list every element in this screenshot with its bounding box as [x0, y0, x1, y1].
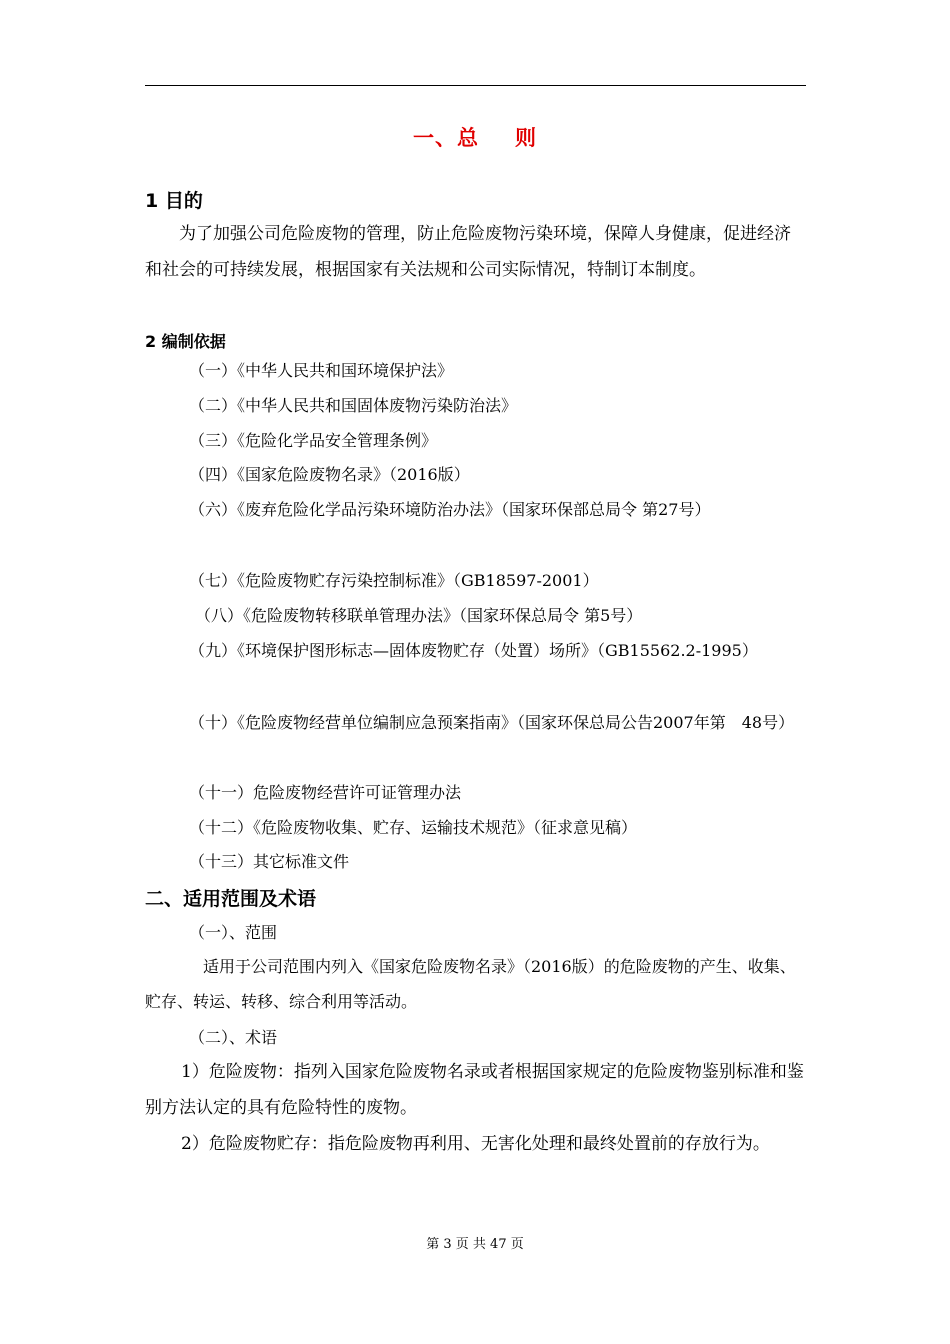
basis-item-9: （九）《环境保护图形标志—固体废物贮存（处置）场所》（GB15562.2-1995）	[189, 641, 758, 660]
basis-item-10: （十）《危险废物经营单位编制应急预案指南》（国家环保总局公告2007年第 48号）	[189, 713, 795, 732]
page-footer: 第 3 页 共 47 页	[426, 1237, 524, 1252]
section-heading-purpose: 1 目的	[145, 190, 203, 212]
header-rule	[145, 85, 806, 86]
basis-item-11: （十一）危险废物经营许可证管理办法	[189, 783, 462, 802]
basis-item-4: （四）《国家危险废物名录》（2016版）	[189, 465, 470, 484]
scope-paragraph: 适用于公司范围内列入《国家危险废物名录》（2016版）的危险废物的产生、收集、贮存、转运、转移、综合利用等活动。	[145, 957, 796, 1011]
basis-item-7: （七）《危险废物贮存污染控制标准》（GB18597-2001）	[189, 571, 599, 590]
chapter-title-part1: 一、总	[413, 126, 479, 150]
section-heading-basis: 2 编制依据	[145, 332, 226, 351]
chapter-title	[0, 122, 950, 152]
term-hazardous-waste: 1）危险废物：指列入国家危险废物名录或者根据国家规定的危险废物鉴别标准和鉴别方法认定的具有危险特性的废物。	[145, 1062, 804, 1118]
scope-label: （一）、范围	[189, 923, 278, 942]
basis-item-3: （三）《危险化学品安全管理条例》	[189, 431, 438, 450]
basis-item-1: （一）《中华人民共和国环境保护法》	[189, 361, 454, 380]
term-hazardous-waste-storage: 2）危险废物贮存：指危险废物再利用、无害化处理和最终处置前的存放行为。	[181, 1134, 770, 1154]
basis-item-12: （十二）《危险废物收集、贮存、运输技术规范》（征求意见稿）	[189, 818, 638, 837]
chapter-title-part2: 则	[515, 126, 537, 150]
basis-item-2: （二）《中华人民共和国固体废物污染防治法》	[189, 396, 518, 415]
basis-item-13: （十三）其它标准文件	[189, 852, 350, 871]
chapter-heading-scope-terms: 二、适用范围及术语	[145, 888, 317, 910]
terms-label: （二）、术语	[189, 1028, 278, 1047]
purpose-paragraph: 为了加强公司危险废物的管理，防止危险废物污染环境，保障人身健康，促进经济和社会的可持续发展，根据国家有关法规和公司实际情况，特制订本制度。	[145, 224, 791, 280]
basis-item-6: （六）《废弃危险化学品污染环境防治办法》（国家环保部总局令 第27号）	[189, 500, 711, 519]
basis-item-8: （八）《危险废物转移联单管理办法》（国家环保总局令 第5号）	[195, 606, 643, 625]
